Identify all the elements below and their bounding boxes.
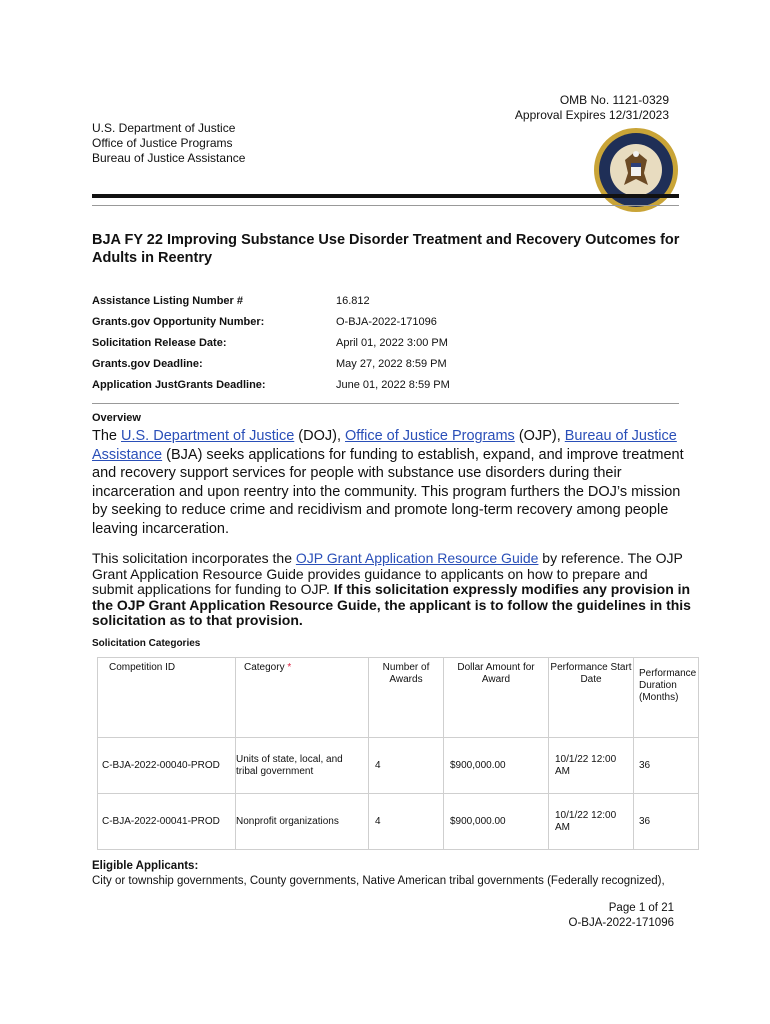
doj-seal-icon [593, 127, 679, 213]
resource-guide-link[interactable]: OJP Grant Application Resource Guide [295, 550, 539, 566]
col-category [236, 658, 369, 738]
grants-gov-deadline-label: Grants.gov Deadline: [92, 358, 203, 370]
opportunity-number-label: Grants.gov Opportunity Number: [92, 316, 265, 328]
overview-text: (BJA) seeks applications for funding to establish, expand, and improve treatment and recovery support services for people with substance use disorders during their incarceration and upon reentry into the community. This program furthers the DOJ’s mission by seeking to reduce crime and recidivism and promote long-term recovery among people leaving incarceration. [92, 446, 684, 537]
cell-start-date: 10/1/22 12:00 AM [549, 738, 634, 794]
cell-amount: $900,000.00 [444, 738, 549, 794]
agency-line: Office of Justice Programs [92, 136, 233, 150]
cell-amount: $900,000.00 [444, 794, 549, 850]
col-dollar-amount: Dollar Amount for Award [444, 658, 549, 738]
required-asterisk: * [287, 662, 292, 673]
justgrants-deadline-value: June 01, 2022 8:59 PM [336, 379, 450, 391]
assistance-listing-label: Assistance Listing Number # [92, 295, 243, 307]
col-start-date: Performance Start Date [549, 658, 634, 738]
opportunity-number-value: O-BJA-2022-171096 [336, 316, 437, 328]
assistance-listing-value: 16.812 [336, 295, 370, 307]
release-date-label: Solicitation Release Date: [92, 337, 227, 349]
bja-link[interactable]: Bureau of Justice Assistance [92, 428, 677, 463]
cell-category: Nonprofit organizations [236, 794, 369, 850]
col-competition-id: Competition ID [98, 658, 236, 738]
eligible-heading: Eligible Applicants: [92, 860, 199, 872]
table-header-row [98, 658, 699, 738]
overview-heading: Overview [92, 412, 141, 424]
cell-start-date: 10/1/22 12:00 AM [549, 794, 634, 850]
resource-text: by reference. The OJP Grant Application Resource Guide provides guidance to applicants on how to prepare and submit applications for funding to OJP. [92, 550, 683, 597]
page-footer [569, 901, 674, 931]
footer-opportunity-number: O-BJA-2022-171096 [568, 917, 674, 929]
resource-guide-paragraph [92, 551, 692, 629]
table-row [98, 794, 699, 850]
release-date-value: April 01, 2022 3:00 PM [336, 337, 448, 349]
cell-awards: 4 [369, 794, 444, 850]
table-row [98, 738, 699, 794]
header-rule [92, 194, 679, 198]
justgrants-deadline-label: Application JustGrants Deadline: [92, 379, 266, 391]
solicitation-title: BJA FY 22 Improving Substance Use Disorder Treatment and Recovery Outcomes for Adults in Reentry [92, 232, 680, 266]
eligible-text: City or township governments, County governments, Native American tribal governments (Federally recognized), [92, 875, 665, 887]
page-number: Page 1 of 21 [608, 902, 674, 914]
agency-block [92, 121, 245, 166]
col-category-label: Category [244, 662, 285, 673]
header-rule-thin [92, 205, 679, 206]
agency-line: Bureau of Justice Assistance [92, 151, 246, 165]
cell-duration: 36 [634, 794, 699, 850]
overview-text: (OJP), [514, 428, 565, 444]
resource-text: This solicitation incorporates the [92, 550, 296, 566]
col-duration: Performance Duration (Months) [634, 658, 699, 738]
cell-category: Units of state, local, and tribal government [236, 738, 369, 794]
cell-awards: 4 [369, 738, 444, 794]
cell-competition-id: C-BJA-2022-00041-PROD [98, 794, 236, 850]
overview-text: The [92, 428, 122, 444]
omb-number: OMB No. 1121-0329 [559, 93, 669, 107]
cell-competition-id: C-BJA-2022-00040-PROD [98, 738, 236, 794]
overview-text: (DOJ), [294, 428, 346, 444]
overview-paragraph [92, 427, 692, 538]
agency-line: U.S. Department of Justice [92, 121, 236, 135]
col-number-of-awards: Number of Awards [369, 658, 444, 738]
resource-bold-text: If this solicitation expressly modifies any provision in the OJP Grant Application Resource Guide, the applicant is to follow the guidelines in this solicitation as to that provision. [92, 581, 691, 628]
ojp-link[interactable]: Office of Justice Programs [345, 428, 515, 444]
categories-heading: Solicitation Categories [92, 638, 201, 649]
categories-table [97, 657, 699, 850]
cell-duration: 36 [634, 738, 699, 794]
grants-gov-deadline-value: May 27, 2022 8:59 PM [336, 358, 447, 370]
doj-link[interactable]: U.S. Department of Justice [121, 428, 295, 444]
section-rule [92, 403, 679, 404]
approval-expires: Approval Expires 12/31/2023 [514, 108, 669, 122]
omb-block [515, 93, 669, 123]
